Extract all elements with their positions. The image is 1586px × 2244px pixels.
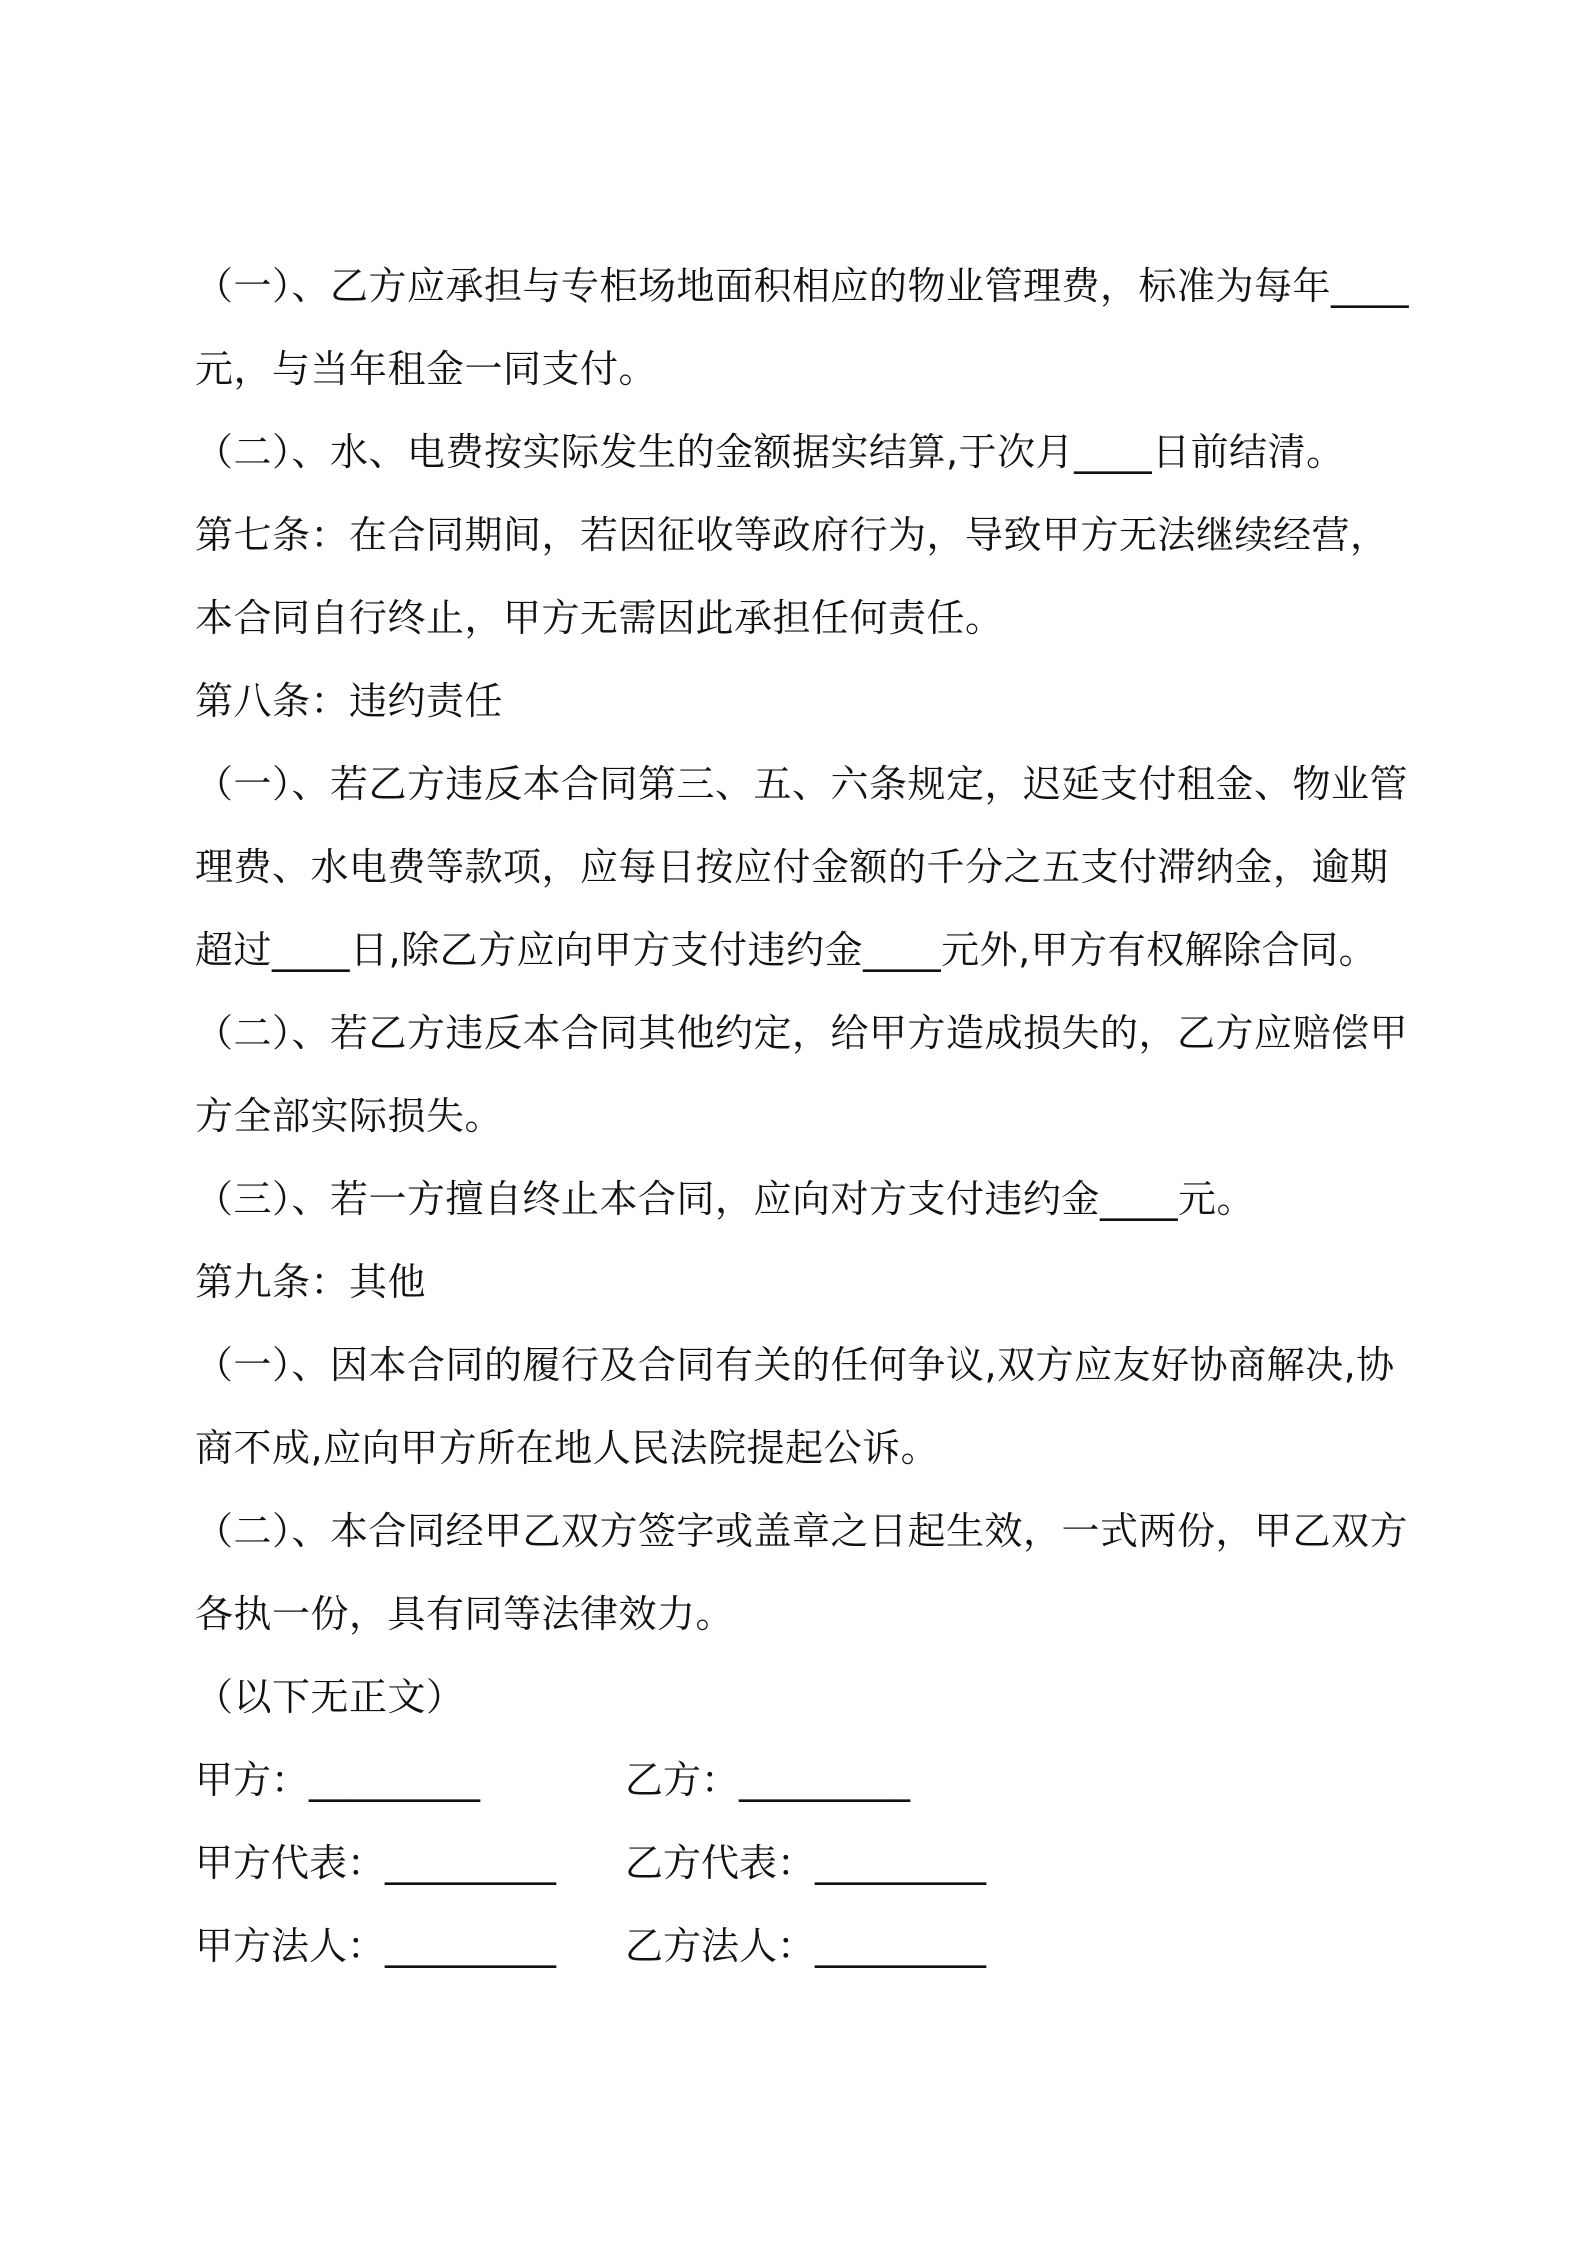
- clause-line: （一）、乙方应承担与专柜场地面积相应的物业管理费，标准为每年____: [195, 264, 1410, 308]
- article-seven-line: 第七条：在合同期间，若因征收等政府行为，导致甲方无法继续经营，: [195, 513, 1389, 557]
- clause-line: （一）、若乙方违反本合同第三、五、六条规定，迟延支付租金、物业管: [195, 762, 1409, 806]
- clause-line: 商不成,应向甲方所在地人民法院提起公诉。: [195, 1426, 940, 1470]
- clause-line: （二）、水、电费按实际发生的金额据实结算,于次月____日前结清。: [195, 430, 1345, 474]
- clause-line: 本合同自行终止，甲方无需因此承担任何责任。: [195, 596, 1004, 640]
- signature-row-representative: [195, 1822, 1385, 1905]
- article-nine-heading: 第九条：其他: [195, 1260, 427, 1304]
- party-b-signature-field: 乙方：_________: [625, 1758, 911, 1802]
- clause-line: 各执一份，具有同等法律效力。: [195, 1592, 735, 1636]
- article-eight-heading: 第八条：违约责任: [195, 679, 504, 723]
- party-a-signature-field: 甲方：_________: [195, 1758, 481, 1802]
- clause-line: 超过____日,除乙方应向甲方支付违约金____元外,甲方有权解除合同。: [195, 928, 1378, 972]
- party-b-legal-person-field: 乙方法人：_________: [625, 1924, 987, 1968]
- clause-line: （三）、若一方擅自终止本合同，应向对方支付违约金____元。: [195, 1177, 1256, 1221]
- party-a-legal-person-field: 甲方法人：_________: [195, 1924, 557, 1968]
- no-further-text-note: （以下无正文）: [195, 1675, 465, 1719]
- clause-line: 理费、水电费等款项，应每日按应付金额的千分之五支付滞纳金，逾期: [195, 845, 1389, 889]
- signature-row-legal-person: [195, 1905, 1385, 1988]
- party-a-representative-field: 甲方代表：_________: [195, 1841, 557, 1885]
- document-body: [195, 245, 1410, 1988]
- clause-line: （一）、因本合同的履行及合同有关的任何争议,双方应友好协商解决,协: [195, 1343, 1395, 1387]
- clause-line: （二）、本合同经甲乙双方签字或盖章之日起生效，一式两份，甲乙双方: [195, 1509, 1409, 1553]
- clause-line: 元，与当年租金一同支付。: [195, 347, 658, 391]
- clause-line: 方全部实际损失。: [195, 1094, 504, 1138]
- party-b-representative-field: 乙方代表：_________: [625, 1841, 987, 1885]
- signature-row-party: [195, 1739, 1385, 1822]
- clause-line: （二）、若乙方违反本合同其他约定，给甲方造成损失的，乙方应赔偿甲: [195, 1011, 1409, 1055]
